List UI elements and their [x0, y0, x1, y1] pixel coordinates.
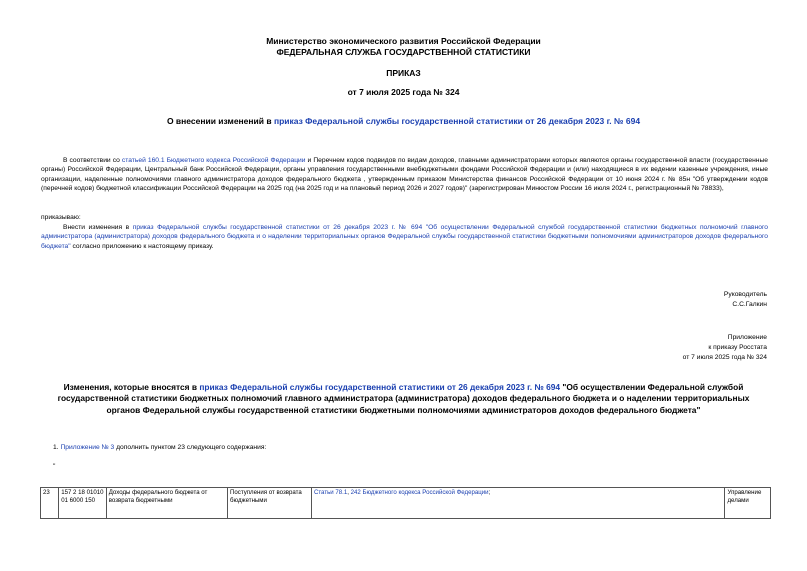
preamble-text-1: В соответствии со [63, 157, 122, 164]
document-date-number: от 7 июля 2025 года № 324 [347, 87, 460, 97]
appendix-3-link[interactable]: Приложение № 3 [60, 444, 115, 451]
changes-order-link[interactable]: приказ Федеральной службы государственной статистики от 26 декабря 2023 г. № 694 [199, 382, 561, 392]
cell-budget-code: 157 2 18 01010 01 6000 150 [59, 488, 107, 519]
order-word: приказываю: [41, 214, 81, 221]
preamble-text-2: и Перечнем кодов подвидов по видам доходов, главными администраторами которых являются органы государственной власти (государственные органы) Российской Федерации, Центральный банк Российской Федерации, органы управления государственными внебюджетными фондами Российской Федерации и (или) находящиеся в их ведении казенные учреждения, иные организации, наделенные полномочиями главного администратора доходов федерального бюджета , утвержденным приказом Министерства финансов Российской Федерации от 10 июня 2024 г. № 85н "Об утверждении кодов (перечней кодов) бюджетной классификации Российской Федерации на 2025 год (на 2025 год и на плановый период 2026 и 2027 годов)" [41, 157, 768, 192]
cell-legal-basis [311, 488, 725, 519]
cell-income-type: Доходы федерального бюджета от возврата бюджетными [106, 488, 227, 519]
order-text-1: Внести изменения в [63, 224, 133, 231]
cell-item-number: 23 [41, 488, 59, 519]
changes-title-text-1: Изменения, которые вносятся в [63, 382, 200, 392]
title-order-link[interactable]: приказ Федеральной службы государственной статистики от 26 декабря 2023 г. № 694 [273, 116, 641, 126]
preamble-text-3: (зарегистрирован Минюстом России 16 июля 2024 г., регистрационный № 78833), [467, 184, 724, 192]
preamble-paragraph [41, 156, 768, 193]
document-type: ПРИКАЗ [386, 68, 421, 78]
title-prefix: О внесении изменений в [166, 116, 274, 126]
order-text-2: согласно приложению к настоящему приказу. [70, 242, 214, 250]
cell-receipts: Поступления от возврата бюджетными [228, 488, 312, 519]
appendix-line-2: к приказу Росстата [708, 344, 767, 351]
order-paragraph [41, 223, 768, 251]
opening-quote: " [53, 463, 56, 470]
ministry-name: Министерство экономического развития Российской Федерации [266, 36, 541, 46]
budget-code-article-link[interactable]: статьей 160.1 Бюджетного кодекса Российской Федерации [121, 157, 306, 164]
item-1-text: дополнить пунктом 23 следующего содержания: [114, 444, 267, 451]
cell-administrator: Управление делами [725, 488, 771, 519]
appendix-line-3: от 7 июля 2025 года № 324 [682, 354, 767, 361]
article-78-1-link[interactable]: Статьи 78.1 [313, 489, 348, 496]
changes-table [40, 487, 771, 519]
appendix-reference [683, 333, 767, 363]
basis-end: ; [488, 489, 491, 496]
item-1-number: 1. [53, 444, 61, 451]
changes-title [40, 382, 767, 416]
service-name: ФЕДЕРАЛЬНАЯ СЛУЖБА ГОСУДАРСТВЕННОЙ СТАТИСТИКИ [276, 47, 531, 57]
item-1 [53, 443, 266, 452]
appendix-line-1: Приложение [727, 334, 767, 341]
signature-role: Руководитель [723, 291, 767, 298]
table-row [41, 488, 771, 519]
signature-block [724, 290, 767, 310]
changes-title-text-2: "Об осуществлении Федеральной службой государственной статистики бюджетных полномочий главного администратора (администратора) доходов федерального бюджета и о наделении территориальных органов Федеральной службы государственной статистики бюджетными полномочиями администраторов доходов федерального бюджета" [57, 382, 750, 415]
document-title [0, 116, 807, 127]
basis-separator: , [347, 489, 351, 496]
article-242-link[interactable]: 242 Бюджетного кодекса Российской Федерации [350, 489, 489, 496]
signature-name: С.С.Галкин [732, 301, 767, 308]
order-694-link[interactable]: приказ Федеральной службы государственной статистики от 26 декабря 2023 г. № 694 "Об осуществлении Федеральной службой государственной статистики бюджетных полномочий главного администратора (администратора) доходов федерального бюджета и о наделении территориальных органов Федеральной службы государственной статистики бюджетными полномочиями администраторов доходов федерального бюджета" [41, 224, 768, 250]
